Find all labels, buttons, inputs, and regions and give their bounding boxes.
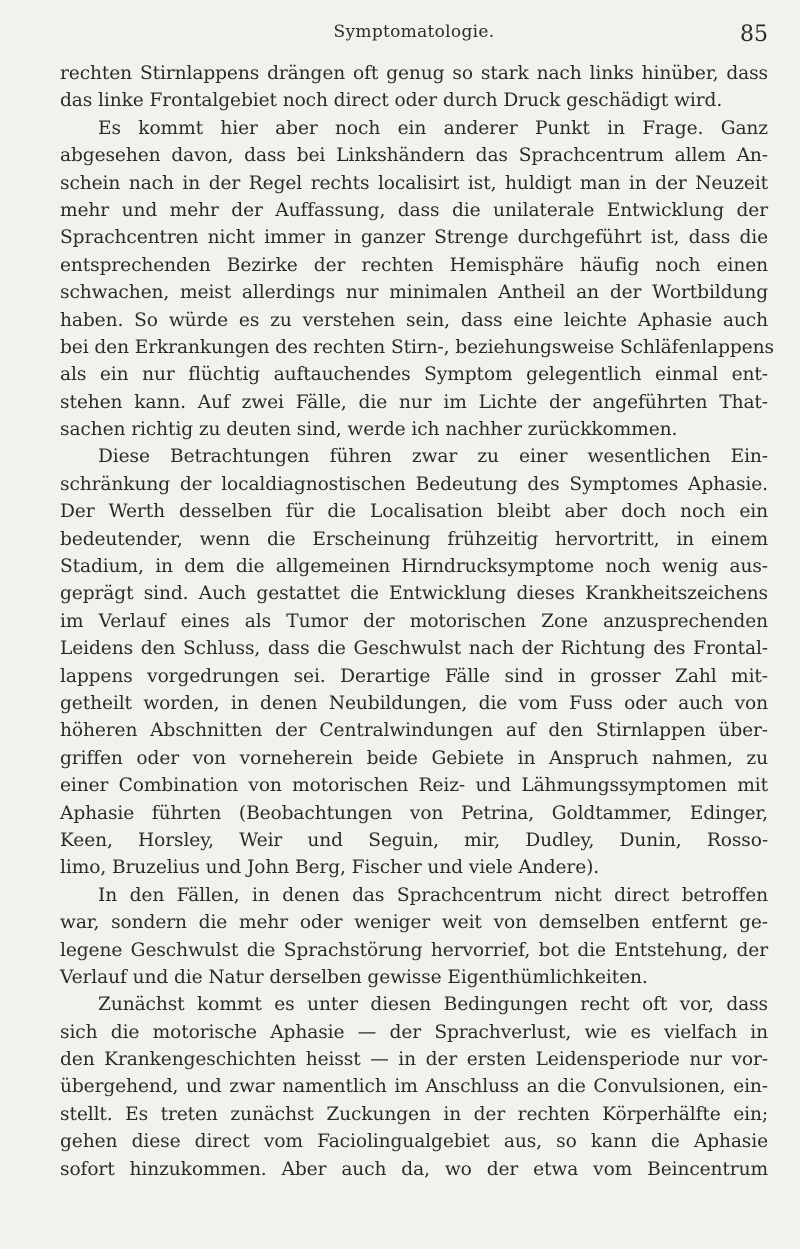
text-line: Leidens den Schluss, dass die Geschwulst nach der Richtung des Frontal- [60,638,768,660]
text-line: Keen, Horsley, Weir und Seguin, mir, Dudley, Dunin, Rosso- [60,829,768,851]
paragraph [60,115,774,444]
text-line: Es kommt hier aber noch ein anderer Punkt in Frage. Ganz [98,117,768,139]
paragraph [60,991,768,1183]
text-line: sofort hinzukommen. Aber auch da, wo der etwa vom Beincentrum [60,1158,768,1180]
text-line: lappens vorgedrungen sei. Derartige Fälle sind in grosser Zahl mit- [60,665,768,687]
text-line: einer Combination von motorischen Reiz- und Lähmungssymptomen mit [60,775,768,797]
text-line: entsprechenden Bezirke der rechten Hemisphäre häufig noch einen [60,254,768,276]
page-number: 85 [740,22,768,47]
text-line: mehr und mehr der Auffassung, dass die unilaterale Entwicklung der [60,199,768,221]
text-line: Diese Betrachtungen führen zwar zu einer wesentlichen Ein- [98,446,768,468]
text-line: im Verlauf eines als Tumor der motorischen Zone anzusprechenden [60,610,768,632]
body-text [60,60,774,1183]
text-line: schränkung der localdiagnostischen Bedeutung des Symptomes Aphasie. [60,473,768,495]
text-line: rechten Stirnlappens drängen oft genug so stark nach links hinüber, dass [60,63,768,84]
paragraph [60,60,768,115]
text-line: war, sondern die mehr oder weniger weit von demselben entfernt ge- [60,912,768,934]
paragraph [60,443,768,881]
text-line: als ein nur flüchtig auftauchendes Symptom gelegentlich einmal ent- [60,364,768,386]
text-line: Zunächst kommt es unter diesen Bedingungen recht oft vor, dass [98,994,768,1016]
paragraph [60,882,768,992]
text-line: haben. So würde es zu verstehen sein, dass eine leichte Aphasie auch [60,309,768,331]
text-line: höheren Abschnitten der Centralwindungen auf den Stirnlappen über- [60,720,768,742]
text-line: bedeutender, wenn die Erscheinung frühzeitig hervortritt, in einem [60,528,768,550]
running-title: Symptomatologie. [333,22,495,42]
text-line: limo, Bruzelius und John Berg, Fischer und viele Andere). [60,857,600,879]
text-line: sachen richtig zu deuten sind, werde ich nachher zurückkommen. [60,419,678,441]
text-line: Der Werth desselben für die Localisation bleibt aber doch noch ein [60,501,768,523]
text-line: schein nach in der Regel rechts localisirt ist, huldigt man in der Neuzeit [60,172,768,194]
text-line: getheilt worden, in denen Neubildungen, die vom Fuss oder auch von [60,692,768,714]
text-line: gehen diese direct vom Faciolingualgebiet aus, so kann die Aphasie [60,1131,768,1153]
text-line: Aphasie führten (Beobachtungen von Petrina, Goldtammer, Edinger, [60,802,768,824]
text-line: sich die motorische Aphasie — der Sprachverlust, wie es vielfach in [60,1021,768,1043]
text-line: das linke Frontalgebiet noch direct oder durch Druck geschädigt wird. [60,90,723,112]
text-line: bei den Erkrankungen des rechten Stirn-, beziehungsweise Schläfenlappens [60,336,774,358]
text-line: abgesehen davon, dass bei Linkshändern das Sprachcentrum allem An- [60,145,768,167]
text-line: griffen oder von vorneherein beide Gebiete in Anspruch nahmen, zu [60,747,768,769]
text-line: übergehend, und zwar namentlich im Anschluss an die Convulsionen, ein- [60,1076,768,1098]
text-line: geprägt sind. Auch gestattet die Entwicklung dieses Krankheitszeichens [60,583,768,605]
text-line: schwachen, meist allerdings nur minimalen Antheil an der Wortbildung [60,282,768,304]
text-line: Verlauf und die Natur derselben gewisse Eigenthümlichkeiten. [60,966,648,988]
text-line: In den Fällen, in denen das Sprachcentrum nicht direct betroffen [98,884,768,906]
text-line: den Krankengeschichten heisst — in der ersten Leidensperiode nur vor- [60,1049,768,1071]
text-line: stellt. Es treten zunächst Zuckungen in der rechten Körperhälfte ein; [60,1103,768,1125]
text-line: stehen kann. Auf zwei Fälle, die nur im Lichte der angeführten That- [60,391,768,413]
text-line: Stadium, in dem die allgemeinen Hirndrucksymptome noch wenig aus- [60,556,768,578]
text-line: Sprachcentren nicht immer in ganzer Strenge durchgeführt ist, dass die [60,227,768,249]
page-header [60,22,768,52]
text-line: legene Geschwulst die Sprachstörung hervorrief, bot die Entstehung, der [60,939,768,961]
